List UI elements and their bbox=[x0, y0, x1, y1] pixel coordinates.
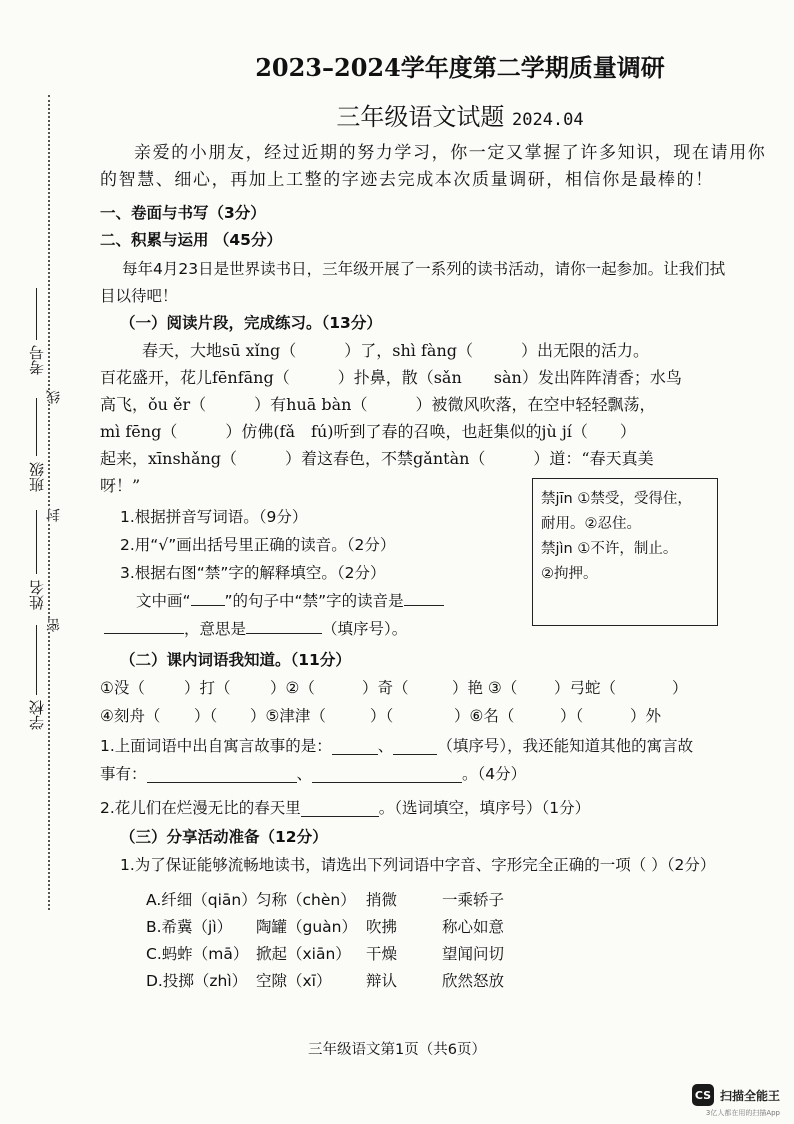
fill-text: 1.上面词语中出自寓言故事的是： bbox=[100, 737, 332, 755]
reading-passage bbox=[100, 337, 740, 499]
answer-blank[interactable] bbox=[191, 589, 225, 606]
reading-day-paragraph: 每年4月23日是世界读书日，三年级开展了一系列的读书活动，请你一起参加。让我们拭目以待吧！ bbox=[100, 260, 726, 305]
word-item: ）（ bbox=[370, 707, 394, 725]
option-cell: 欣然怒放 bbox=[442, 972, 505, 990]
option-cell: 辩认 bbox=[366, 972, 398, 990]
option-cell: 陶罐（guàn） bbox=[256, 918, 357, 936]
option-cell: 空隙（xī） bbox=[256, 972, 332, 990]
question-1: 1.根据拼音写词语。（9分） bbox=[120, 508, 308, 526]
option-cell: A.纤细（qiān） bbox=[146, 891, 257, 909]
school-field[interactable] bbox=[36, 625, 37, 695]
word-item: ①没（ bbox=[100, 679, 145, 697]
passage-line: 呀！” bbox=[100, 476, 141, 495]
cut-mark-line: 线 bbox=[46, 390, 62, 404]
passage-line: 春天，大地sū xǐng（ ）了，shì fàng（ ）出无限的活力。 bbox=[142, 341, 650, 360]
dictionary-box bbox=[532, 478, 718, 626]
page-footer: 三年级语文第1页（共6页） bbox=[308, 1042, 486, 1058]
part-2-heading: （二）课内词语我知道。（11分） bbox=[120, 651, 351, 669]
answer-blank[interactable] bbox=[301, 800, 379, 817]
words-row-2 bbox=[100, 702, 780, 730]
word-item: ）艳 ③（ bbox=[452, 679, 518, 697]
scanner-watermark bbox=[692, 1084, 780, 1117]
subtitle-text: 三年级语文试题 bbox=[336, 103, 505, 131]
name-field[interactable] bbox=[36, 510, 37, 574]
word-item: ）⑤津津（ bbox=[250, 707, 326, 725]
word-item: ）⑥名（ bbox=[454, 707, 515, 725]
word-item: ）②（ bbox=[270, 679, 315, 697]
passage-line: 百花盛开，花儿fēnfāng（ ）扑鼻，散（sǎn sàn）发出阵阵清香；水鸟 bbox=[100, 368, 682, 387]
fill-text: ，意思是 bbox=[184, 620, 247, 638]
word-item: ）（ bbox=[194, 707, 218, 725]
word-item: ）弓蛇（ bbox=[554, 679, 617, 697]
passage-line: 起来，xīnshǎng（ ）着这春色，不禁gǎntàn（ ）道：“春天真美 bbox=[100, 449, 654, 468]
option-b[interactable] bbox=[100, 914, 780, 941]
fill-text: （填序号），我还能知道其他的寓言故 bbox=[437, 737, 694, 755]
exam-date: 2024.04 bbox=[511, 110, 584, 130]
word-item: ）奇（ bbox=[362, 679, 409, 697]
fill-text: 文中画“ bbox=[136, 592, 191, 610]
fill-text: ”的句子中“禁”字的读音是 bbox=[224, 592, 404, 610]
definition-line: 禁jīn ①禁受，受得住， bbox=[541, 491, 692, 507]
question-6: 1.为了保证能够流畅地读书，请选出下列词语中字音、字形完全正确的一项（ ）（2分） bbox=[120, 856, 716, 874]
fill-text: 。（4分） bbox=[462, 765, 527, 783]
scanner-name: 扫描全能王 bbox=[719, 1088, 780, 1103]
word-item: ）外 bbox=[630, 707, 662, 725]
fill-text: 、 bbox=[296, 765, 313, 783]
fill-text: （填序号）。 bbox=[322, 620, 408, 638]
school-label: 学校 bbox=[28, 700, 46, 730]
answer-blank[interactable] bbox=[404, 589, 444, 606]
answer-blank[interactable] bbox=[332, 738, 378, 755]
option-cell: D.投掷（zhì） bbox=[146, 972, 248, 990]
exam-subtitle bbox=[140, 97, 780, 132]
cut-mark-secret: 密 bbox=[46, 618, 62, 632]
fill-text: 2.花儿们在烂漫无比的春天里 bbox=[100, 799, 301, 817]
section-2-heading: 二、积累与运用 （45分） bbox=[100, 231, 282, 249]
answer-blank[interactable] bbox=[104, 617, 184, 634]
question-5 bbox=[100, 794, 780, 822]
section-1-heading: 一、卷面与书写（3分） bbox=[100, 204, 266, 222]
fill-text: 事有： bbox=[100, 765, 147, 783]
answer-blank[interactable] bbox=[147, 766, 297, 783]
options-list bbox=[100, 887, 780, 995]
question-4-cont bbox=[100, 760, 780, 788]
exam-no-field[interactable] bbox=[36, 288, 37, 340]
option-cell: 掀起（xiān） bbox=[256, 945, 351, 963]
intro-text: 亲爱的小朋友，经过近期的努力学习，你一定又掌握了许多知识，现在请用你的智慧、细心，再加上工整的字迹去完成本次质量调研，相信你是最棒的！ bbox=[100, 143, 767, 190]
question-3: 3.根据右图“禁”字的解释填空。（2分） bbox=[120, 564, 386, 582]
class-field[interactable] bbox=[36, 398, 37, 456]
answer-blank[interactable] bbox=[312, 766, 462, 783]
option-cell: 匀称（chèn） bbox=[256, 891, 356, 909]
option-cell: B.希冀（jì） bbox=[146, 918, 233, 936]
exam-no-label: 考号 bbox=[28, 345, 46, 375]
fill-text: 。（选词填空，填序号）（1分） bbox=[378, 799, 591, 817]
definition-line: 禁jìn ①不许，制止。 bbox=[541, 541, 678, 557]
answer-blank[interactable] bbox=[246, 617, 322, 634]
name-label: 姓名 bbox=[28, 580, 46, 610]
part-3-heading: （三）分享活动准备（12分） bbox=[120, 828, 328, 846]
option-cell: 称心如意 bbox=[442, 918, 505, 936]
option-cell: 捎微 bbox=[366, 891, 398, 909]
word-item: ） bbox=[672, 679, 688, 697]
option-cell: 望闻问切 bbox=[442, 945, 505, 963]
class-label: 班级 bbox=[28, 462, 46, 492]
question-4 bbox=[100, 732, 780, 760]
option-d[interactable] bbox=[100, 968, 780, 995]
passage-line: mì fēng（ ）仿佛(fǎ fú)听到了春的召唤，也赶集似的jù jí（ ） bbox=[100, 422, 636, 441]
question-2: 2.用“√”画出括号里正确的读音。（2分） bbox=[120, 536, 396, 554]
option-c[interactable] bbox=[100, 941, 780, 968]
option-cell: 干燥 bbox=[366, 945, 398, 963]
passage-line: 高飞，ǒu ěr（ ）有huā bàn（ ）被微风吹落，在空中轻轻飘荡， bbox=[100, 395, 656, 414]
option-cell: 吹拂 bbox=[366, 918, 398, 936]
fill-text: 、 bbox=[377, 737, 394, 755]
scanner-tagline: 3亿人都在用的扫描App bbox=[705, 1109, 780, 1117]
option-cell: C.蚂蚱（mā） bbox=[146, 945, 249, 963]
part-1-heading: （一）阅读片段，完成练习。（13分） bbox=[120, 314, 382, 332]
cut-line bbox=[48, 95, 50, 910]
answer-blank[interactable] bbox=[393, 738, 437, 755]
definition-line: ②拘押。 bbox=[541, 566, 598, 582]
option-cell: 一乘轿子 bbox=[442, 891, 505, 909]
word-item: ）打（ bbox=[184, 679, 231, 697]
cut-mark-seal: 封 bbox=[46, 508, 62, 522]
word-item: ）（ bbox=[560, 707, 584, 725]
camscanner-logo-icon: CS bbox=[692, 1084, 714, 1106]
words-row-1 bbox=[100, 674, 780, 702]
exam-title: 2023–2024学年度第二学期质量调研 bbox=[255, 53, 665, 82]
definition-line: 耐用。②忍住。 bbox=[541, 516, 641, 532]
word-item: ④刻舟（ bbox=[100, 707, 161, 725]
option-a[interactable] bbox=[100, 887, 780, 914]
